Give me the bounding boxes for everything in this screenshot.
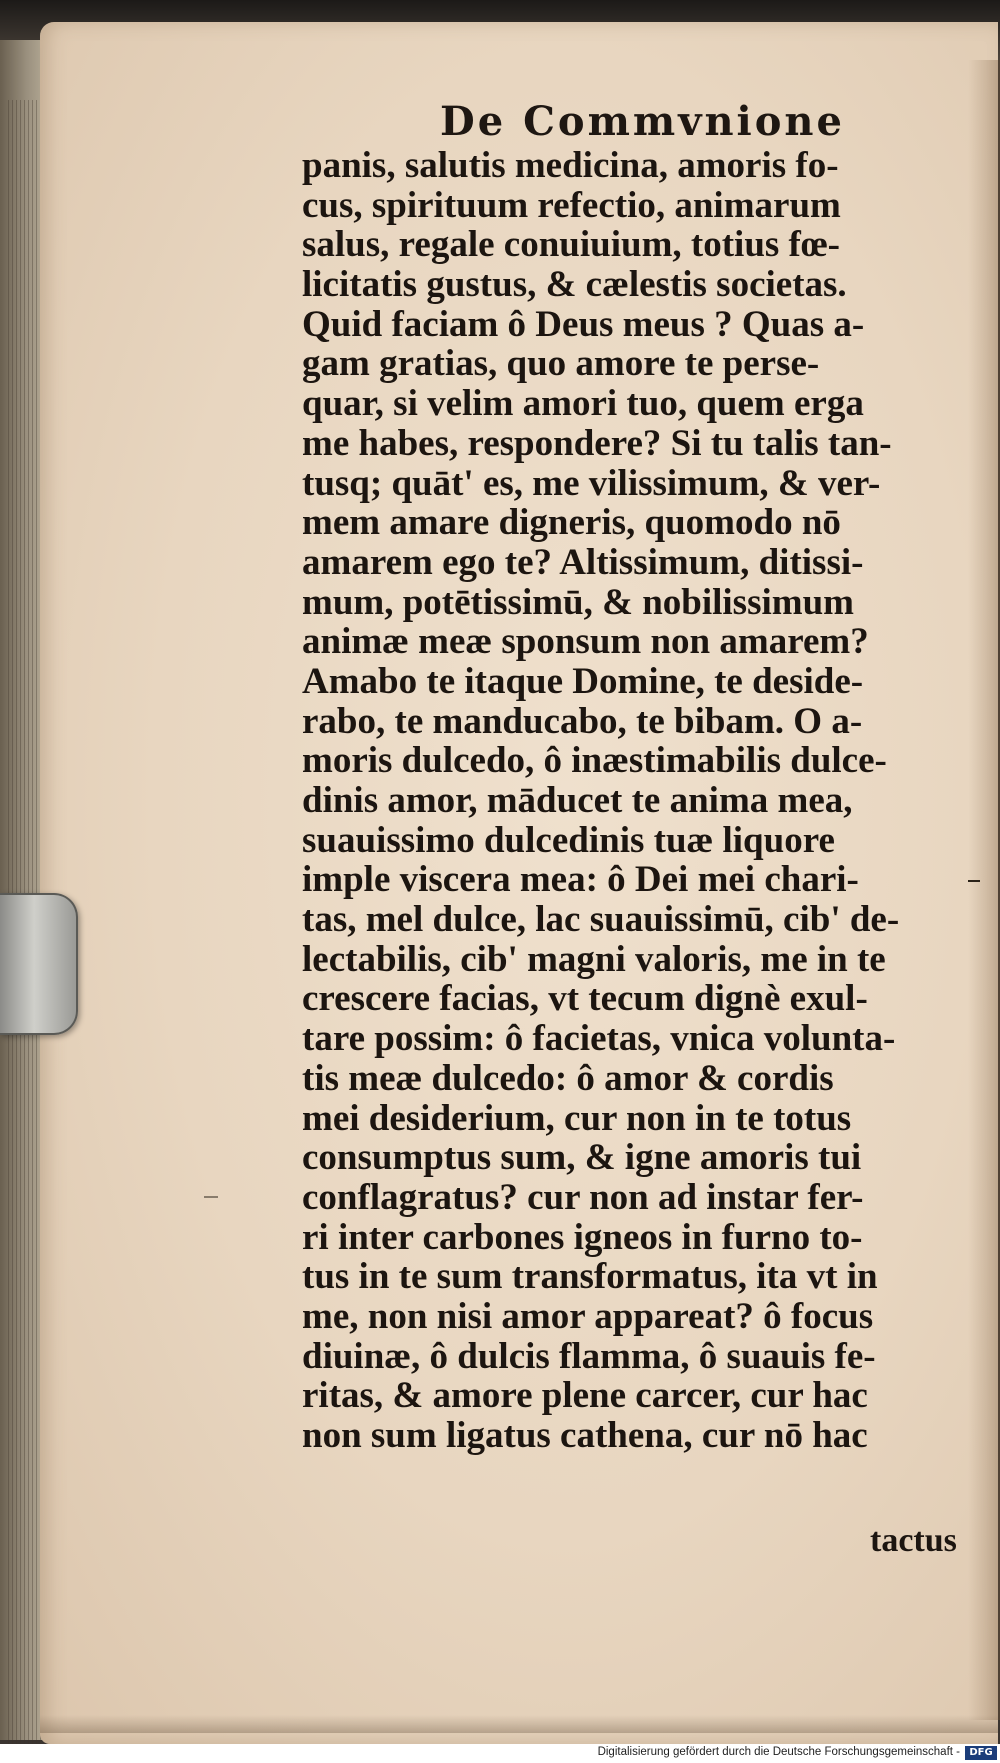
running-head: De Commvnione	[440, 98, 845, 145]
margin-mark	[204, 1196, 218, 1198]
page-right-shadow	[968, 60, 1000, 1720]
text-line: tare possim: ô facietas, vnica volunta-	[302, 1018, 896, 1060]
text-line: suauissimo dulcedinis tuæ liquore	[302, 819, 835, 861]
text-line: amarem ego te? Altissimum, ditissi-	[302, 541, 864, 583]
text-line: me, non nisi amor appareat? ô focus	[302, 1295, 874, 1337]
text-line: non sum ligatus cathena, cur nō hac	[302, 1415, 868, 1456]
text-line: licitatis gustus, & cælestis societas.	[302, 264, 847, 306]
text-line: lectabilis, cib' magni valoris, me in te	[302, 938, 886, 980]
text-line: consumptus sum, & igne amoris tui	[302, 1137, 862, 1179]
text-line: Quid faciam ô Deus meus ? Quas a-	[302, 303, 865, 345]
text-line: me habes, respondere? Si tu talis tan-	[302, 422, 892, 464]
page-holder-clip	[0, 893, 78, 1035]
text-line: mem amare digneris, quomodo nō	[302, 502, 841, 544]
text-line: tus in te sum transformatus, ita vt in	[302, 1256, 878, 1298]
text-line: diuinæ, ô dulcis flamma, ô suauis fe-	[302, 1335, 876, 1377]
text-line: ritas, & amore plene carcer, cur hac	[302, 1375, 868, 1417]
page-bottom-shadow	[40, 1715, 998, 1733]
text-line: panis, salutis medicina, amoris fo-	[302, 145, 839, 186]
text-line: crescere facias, vt tecum dignè exul-	[302, 978, 868, 1020]
text-line: quar, si velim amori tuo, quem erga	[302, 383, 864, 425]
dfg-logo: DFG	[965, 1746, 997, 1760]
catchword: tactus	[870, 1522, 957, 1559]
text-line: rabo, te manducabo, te bibam. O a-	[302, 700, 863, 742]
text-line: dinis amor, māducet te anima mea,	[302, 780, 853, 821]
text-line: Amabo te itaque Domine, te deside-	[302, 660, 864, 702]
text-line: tas, mel dulce, lac suauissimū, cib' de-	[302, 899, 900, 941]
text-line: moris dulcedo, ô inæstimabilis dulce-	[302, 740, 887, 782]
body-text	[302, 146, 962, 1456]
text-line: tusq; quāt' es, me vilissimum, & ver-	[302, 462, 881, 504]
text-line: mei desiderium, cur non in te totus	[302, 1097, 852, 1139]
text-line: imple viscera mea: ô Dei mei chari-	[302, 859, 859, 901]
text-line: mum, potētissimū, & nobilissimum	[302, 581, 854, 623]
margin-mark	[968, 880, 980, 882]
text-line: cus, spirituum refectio, animarum	[302, 184, 841, 226]
text-line: conflagratus? cur non ad instar fer-	[302, 1176, 864, 1218]
text-line: ri inter carbones igneos in furno to-	[302, 1216, 863, 1258]
text-line: salus, regale conuiuium, totius fœ-	[302, 224, 840, 266]
text-line: animæ meæ sponsum non amarem?	[302, 621, 869, 663]
text-line: tis meæ dulcedo: ô amor & cordis	[302, 1057, 834, 1099]
text-line: gam gratias, quo amore te perse-	[302, 343, 820, 385]
digitization-credit: Digitalisierung gefördert durch die Deutsche Forschungsgemeinschaft -	[597, 1746, 960, 1758]
